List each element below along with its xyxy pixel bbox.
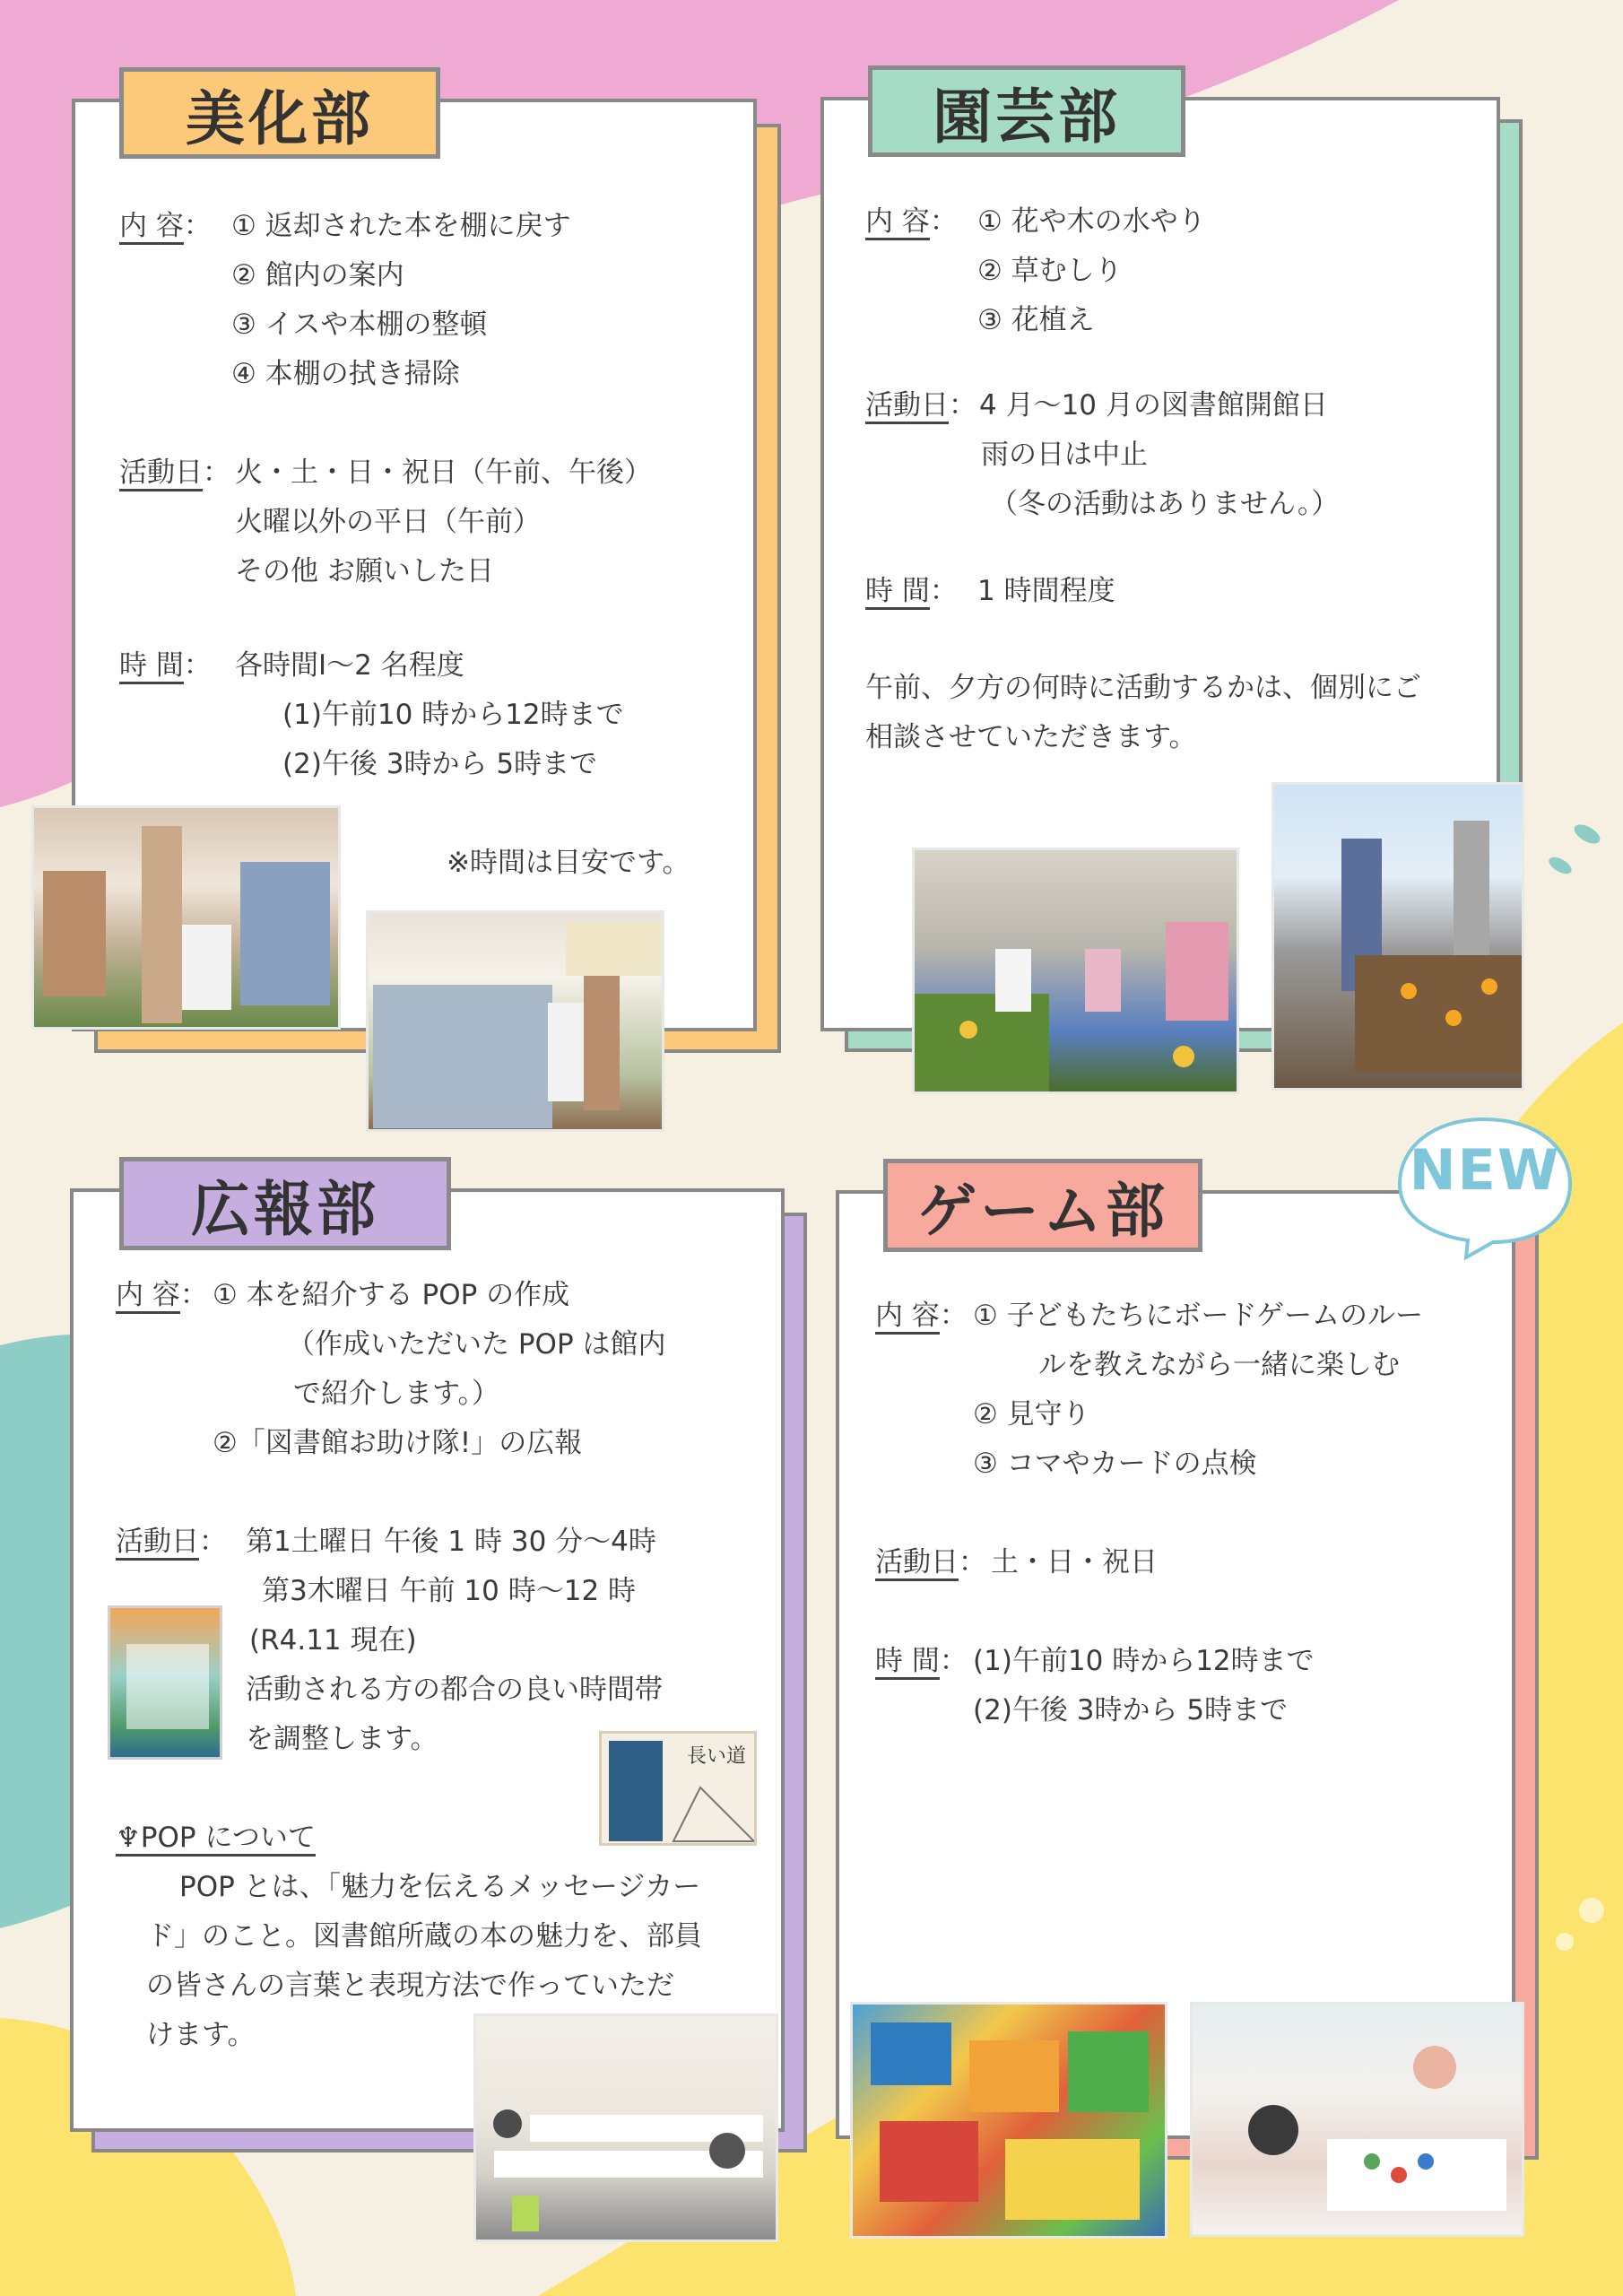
new-badge [1394,1112,1575,1260]
koho-pop-card-photo [108,1605,222,1760]
koho-days-line: を調整します。 [246,1723,438,1755]
koho-photo-meeting [473,2013,778,2242]
koho-days-label: 活動日： [116,1518,227,1567]
koho-pop-line: の皆さんの言葉と表現方法で作っていただ [146,1970,674,2002]
bika-photo-shelves [366,910,664,1132]
koho-days-line: 第3木曜日 午前 10 時～12 時 [262,1575,637,1607]
bika-time-line: 各時間Ⅰ～2 名程度 [235,649,464,682]
bika-content-item: ② 館内の案内 [231,259,404,291]
engei-title: 園芸部 [868,65,1185,157]
koho-content-line: ① 本を紹介する POP の作成 [213,1279,570,1311]
koho-pop-line: ド」のこと。図書館所蔵の本の魅力を、部員 [146,1920,702,1952]
bika-days-line: 火曜以外の平日（午前） [235,506,541,538]
bika-content-item: ④ 本棚の拭き掃除 [231,358,460,390]
game-content-line: ① 子どもたちにボードゲームのルー [973,1300,1424,1332]
engei-days-line: （冬の活動はありません。） [990,488,1340,520]
koho-content-line: ②「図書館お助け隊!」の広報 [213,1427,583,1459]
bika-photo-library-staff [31,805,341,1030]
photo-placeholder [34,808,341,1030]
photo-placeholder [853,2005,1167,2239]
koho-pop-line: POP とは、「魅力を伝えるメッセージカー [179,1871,701,1903]
engei-days-label: 活動日： [865,381,976,430]
koho-content-line: （作成いただいた POP は館内 [287,1328,666,1361]
koho-content-label: 内 容： [116,1271,208,1320]
bika-days-label: 活動日： [119,448,230,498]
game-photo-playing [1190,2002,1524,2237]
photo-placeholder [1274,785,1524,1091]
bika-note: ※時間は目安です。 [447,847,690,879]
bika-title: 美化部 [119,67,440,159]
bika-content-item: ① 返却された本を棚に戻す [231,210,571,242]
bika-time-line: (2)午後 3時から 5時まで [282,748,598,780]
koho-content-line: で紹介します。） [293,1378,500,1410]
bika-content-label: 内 容： [119,202,212,251]
game-time-line: (2)午後 3時から 5時まで [973,1694,1289,1726]
koho-days-line: 第1土曜日 午後 1 時 30 分～4時 [246,1526,656,1558]
koho-title: 広報部 [119,1157,451,1250]
engei-time-label: 時 間： [865,567,958,616]
game-content-line: ③ コマやカードの点検 [973,1448,1257,1480]
koho-pop-card-long-road [599,1731,757,1846]
new-badge-text: NEW [1409,1137,1561,1203]
game-content-label: 内 容： [875,1292,968,1341]
game-content-line: ② 見守り [973,1398,1090,1431]
engei-content-item: ② 草むしり [977,255,1123,287]
photo-placeholder [110,1608,222,1760]
game-days-label: 活動日： [875,1538,986,1587]
photo-placeholder [476,2016,778,2242]
game-time-label: 時 間： [875,1637,968,1686]
bika-content-item: ③ イスや本棚の整頓 [231,309,488,341]
engei-note-line: 相談させていただきます。 [865,721,1197,753]
engei-days-line: 雨の日は中止 [981,439,1148,471]
photo-placeholder [1193,2005,1524,2237]
koho-pop-card-title: 長い道 [687,1745,747,1768]
engei-photo-watering [1271,782,1524,1091]
engei-photo-planting [912,848,1239,1094]
bika-time-label: 時 間： [119,641,212,691]
engei-note-line: 午前、夕方の何時に活動するかは、個別にご [865,672,1421,704]
engei-content-item: ① 花や木の水やり [977,205,1206,238]
photo-placeholder [915,850,1239,1094]
engei-time-value: 1 時間程度 [977,575,1115,607]
engei-content-label: 内 容： [865,197,958,247]
sprout-icon: ♆ [116,1822,141,1854]
koho-days-line: (R4.11 現在) [249,1624,417,1657]
engei-days-line: 4 月～10 月の図書館開館日 [979,389,1328,422]
koho-pop-line: けます。 [146,2019,256,2051]
koho-days-line: 活動される方の都合の良い時間帯 [246,1674,663,1706]
game-photo-boardgames [850,2002,1167,2239]
game-content-line: ルを教えながら一緒に楽しむ [1038,1349,1400,1381]
bika-days-line: その他 お願いした日 [235,555,494,587]
game-title: ゲーム部 [883,1159,1202,1252]
photo-placeholder [369,913,664,1132]
engei-content-item: ③ 花植え [977,304,1095,336]
bika-days-line: 火・土・日・祝日（午前、午後） [235,457,652,489]
game-time-line: (1)午前10 時から12時まで [973,1645,1315,1677]
bika-time-line: (1)午前10 時から12時まで [282,699,624,731]
koho-pop-heading: ♆POP について [116,1813,316,1863]
game-days-value: 土・日・祝日 [991,1546,1158,1578]
